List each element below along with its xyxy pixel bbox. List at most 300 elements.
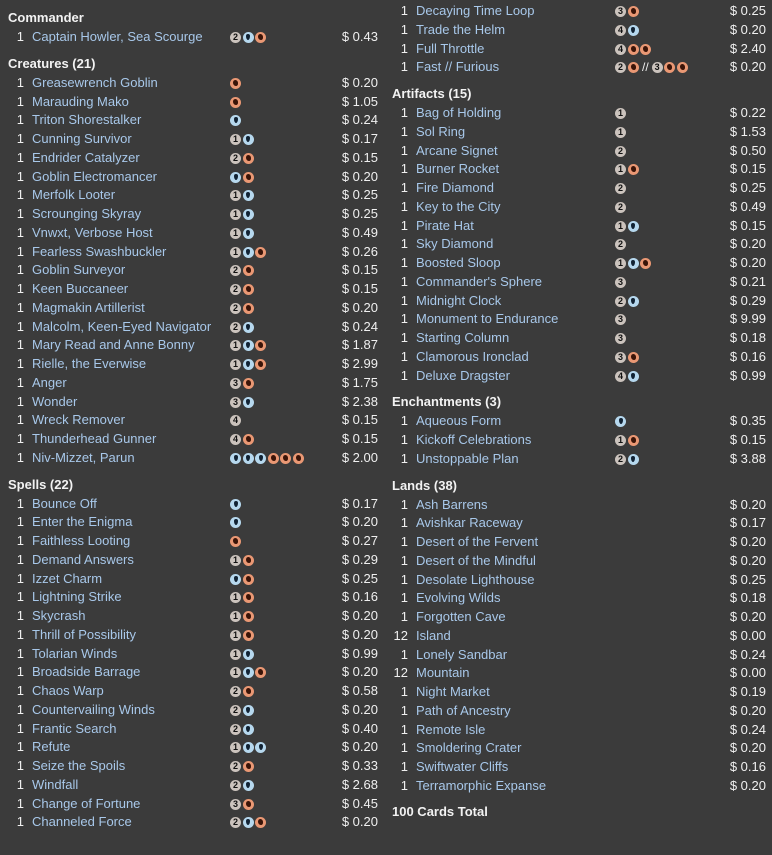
card-quantity: 1	[16, 168, 24, 184]
generic-mana-icon: 1	[230, 190, 241, 201]
card-price: $ 0.49	[341, 224, 378, 240]
generic-mana-icon: 1	[230, 209, 241, 220]
card-row	[0, 588, 384, 607]
card-name-link[interactable]: Trade the Helm	[416, 21, 506, 37]
generic-mana-icon: 1	[615, 164, 626, 175]
mana-cost	[230, 396, 255, 409]
generic-mana-icon: 1	[615, 435, 626, 446]
mana-cost	[230, 377, 255, 390]
card-row	[384, 179, 772, 198]
blue-mana-icon	[230, 574, 241, 585]
generic-mana-icon: 4	[615, 25, 626, 36]
card-row	[384, 367, 772, 386]
card-name-link[interactable]: Kickoff Celebrations	[416, 432, 532, 447]
card-name-link[interactable]: Change of Fortune	[32, 795, 141, 811]
mana-cost	[230, 498, 243, 511]
blue-mana-icon	[243, 322, 254, 333]
card-price: $ 0.25	[729, 571, 766, 587]
mana-cost	[615, 24, 640, 37]
blue-mana-icon	[230, 115, 241, 126]
card-row	[384, 21, 772, 40]
card-name-link[interactable]: Channeled Force	[32, 814, 132, 830]
card-quantity: 1	[400, 236, 408, 252]
card-price: $ 0.15	[729, 217, 766, 233]
card-price: $ 0.16	[341, 589, 378, 605]
card-name-link[interactable]: Full Throttle	[416, 40, 485, 56]
generic-mana-icon: 2	[230, 32, 241, 43]
card-name-link[interactable]: Fire Diamond	[416, 180, 495, 195]
red-mana-icon	[243, 434, 254, 445]
generic-mana-icon: 2	[230, 303, 241, 314]
generic-mana-icon: 1	[615, 127, 626, 138]
card-price: $ 0.20	[729, 740, 766, 756]
card-price: $ 0.20	[729, 255, 766, 270]
card-name-link[interactable]: Thunderhead Gunner	[32, 431, 157, 446]
card-row	[0, 430, 384, 449]
card-name-link[interactable]: Captain Howler, Sea Scourge	[32, 29, 203, 44]
mana-cost	[615, 276, 628, 289]
red-mana-icon	[243, 630, 254, 641]
card-name-link[interactable]: Bounce Off	[32, 495, 97, 511]
card-price: $ 0.43	[341, 29, 378, 44]
red-mana-icon	[677, 62, 688, 73]
card-name-link[interactable]: Demand Answers	[32, 551, 134, 567]
card-row	[0, 205, 384, 224]
card-name-link[interactable]: Vnwxt, Verbose Host	[32, 224, 153, 240]
generic-mana-icon: 1	[230, 555, 241, 566]
card-row	[0, 738, 384, 757]
card-quantity: 1	[16, 776, 24, 792]
mana-cost	[230, 227, 255, 240]
card-price: $ 0.18	[729, 590, 766, 606]
mana-cost	[615, 313, 628, 326]
card-row	[0, 513, 384, 532]
card-name-link[interactable]: Desert of the Mindful	[416, 552, 536, 568]
card-quantity: 1	[400, 552, 408, 568]
card-name-link[interactable]: Goblin Electromancer	[32, 168, 157, 184]
card-price: $ 0.33	[341, 758, 378, 773]
card-name-link[interactable]: Malcolm, Keen-Eyed Navigator	[32, 318, 212, 334]
card-quantity: 1	[16, 187, 24, 203]
generic-mana-icon: 2	[230, 705, 241, 716]
card-name-link[interactable]: Remote Isle	[416, 721, 486, 737]
card-price: $ 0.40	[341, 720, 378, 736]
mana-cost	[230, 246, 268, 259]
blue-mana-icon	[628, 258, 639, 269]
card-name-link[interactable]: Sky Diamond	[416, 236, 494, 252]
card-price: $ 0.20	[341, 299, 378, 315]
card-name-link[interactable]: Night Market	[416, 684, 490, 699]
blue-mana-icon	[230, 172, 241, 183]
card-row	[0, 318, 384, 337]
card-quantity: 1	[16, 683, 24, 698]
mana-cost	[230, 264, 255, 277]
card-name-link[interactable]: Frantic Search	[32, 720, 117, 736]
card-price: $ 0.25	[729, 180, 766, 195]
card-row	[0, 795, 384, 814]
red-mana-icon	[243, 378, 254, 389]
left-column	[0, 0, 384, 832]
card-price: $ 0.24	[341, 318, 378, 334]
card-quantity: 1	[16, 206, 24, 221]
card-name-link[interactable]: Aqueous Form	[416, 413, 502, 429]
card-name-link[interactable]: Commander's Sphere	[416, 273, 543, 289]
mana-cost	[230, 685, 255, 698]
card-row	[384, 683, 772, 702]
card-name-link[interactable]: Key to the City	[416, 198, 501, 214]
card-price: $ 0.24	[729, 646, 766, 662]
card-name-link[interactable]: Decaying Time Loop	[416, 3, 535, 18]
blue-mana-icon	[243, 209, 254, 220]
generic-mana-icon: 2	[230, 761, 241, 772]
card-price: $ 0.58	[341, 683, 378, 698]
card-price: $ 0.16	[729, 348, 766, 364]
card-name-link[interactable]: Lightning Strike	[32, 589, 122, 605]
card-name-link[interactable]: Desert of the Fervent	[416, 534, 539, 549]
card-price: $ 0.99	[729, 367, 766, 383]
card-row	[384, 608, 772, 627]
card-quantity: 1	[400, 255, 408, 270]
card-name-link[interactable]: Scrounging Skyray	[32, 206, 142, 221]
card-price: $ 0.20	[341, 814, 378, 830]
red-mana-icon	[628, 62, 639, 73]
card-price: $ 0.22	[729, 105, 766, 120]
red-mana-icon	[230, 78, 241, 89]
card-row	[384, 739, 772, 758]
card-name-link[interactable]: Swiftwater Cliffs	[416, 759, 509, 774]
card-quantity: 1	[400, 105, 408, 120]
blue-mana-icon	[615, 416, 626, 427]
card-row	[384, 777, 772, 796]
card-price: $ 0.19	[729, 684, 766, 699]
blue-mana-icon	[243, 817, 254, 828]
card-name-link[interactable]: Starting Column	[416, 330, 510, 345]
card-row	[0, 411, 384, 430]
card-quantity: 1	[16, 149, 24, 165]
red-mana-icon	[255, 247, 266, 258]
card-name-link[interactable]: Izzet Charm	[32, 570, 103, 586]
blue-mana-icon	[230, 453, 241, 464]
card-row	[384, 450, 772, 469]
card-name-link[interactable]: Seize the Spoils	[32, 758, 126, 773]
card-quantity: 1	[16, 93, 24, 109]
card-row	[0, 449, 384, 468]
card-price: $ 0.15	[729, 432, 766, 447]
card-price: $ 0.35	[729, 413, 766, 429]
card-name-link[interactable]: Enter the Enigma	[32, 514, 133, 530]
card-quantity: 1	[16, 551, 24, 567]
blue-mana-icon	[243, 649, 254, 660]
card-row	[384, 160, 772, 179]
card-name-link[interactable]: Endrider Catalyzer	[32, 149, 140, 165]
card-name-link[interactable]: Boosted Sloop	[416, 255, 501, 270]
card-name-link[interactable]: Sol Ring	[416, 123, 466, 139]
section-spells-continued	[384, 0, 772, 77]
mana-cost	[230, 723, 255, 736]
generic-mana-icon: 2	[230, 780, 241, 791]
card-row	[384, 514, 772, 533]
mana-cost	[230, 358, 268, 371]
card-row	[0, 776, 384, 795]
card-name-link[interactable]: Desolate Lighthouse	[416, 571, 535, 587]
card-name-link[interactable]: Terramorphic Expanse	[416, 777, 547, 793]
card-name-link[interactable]: Cunning Survivor	[32, 131, 132, 146]
mana-cost	[615, 61, 689, 74]
section-creatures	[0, 55, 384, 468]
card-name-link[interactable]: Refute	[32, 739, 71, 755]
blue-mana-icon	[243, 724, 254, 735]
blue-mana-icon	[243, 453, 254, 464]
card-quantity: 1	[400, 777, 408, 793]
card-name-link[interactable]: Evolving Wilds	[416, 590, 501, 606]
card-name-link[interactable]: Tolarian Winds	[32, 645, 118, 661]
card-row	[384, 627, 772, 646]
blue-mana-icon	[243, 667, 254, 678]
card-price: $ 0.20	[341, 168, 378, 184]
card-row	[384, 58, 772, 77]
card-row	[0, 111, 384, 130]
blue-mana-icon	[628, 296, 639, 307]
card-quantity: 1	[16, 758, 24, 773]
card-quantity: 1	[16, 281, 24, 296]
card-name-link[interactable]: Bag of Holding	[416, 105, 502, 120]
card-name-link[interactable]: Pirate Hat	[416, 217, 474, 233]
section-lands	[384, 477, 772, 796]
card-name-link[interactable]: Magmakin Artillerist	[32, 299, 145, 315]
card-row	[0, 645, 384, 664]
card-quantity: 1	[400, 217, 408, 233]
card-quantity: 1	[16, 374, 24, 390]
red-mana-icon	[243, 686, 254, 697]
card-name-link[interactable]: Forgotten Cave	[416, 609, 506, 624]
card-price: $ 9.99	[729, 311, 766, 327]
mana-cost	[230, 321, 255, 334]
card-row	[0, 186, 384, 205]
card-row	[0, 224, 384, 243]
generic-mana-icon: 2	[615, 239, 626, 250]
card-quantity: 1	[400, 348, 408, 364]
card-quantity: 1	[16, 74, 24, 90]
card-quantity: 1	[16, 814, 24, 830]
card-name-link[interactable]: Skycrash	[32, 608, 86, 623]
card-row	[384, 702, 772, 721]
card-name-link[interactable]: Mary Read and Anne Bonny	[32, 337, 195, 353]
card-name-link[interactable]: Broadside Barrage	[32, 664, 141, 680]
card-quantity: 1	[16, 131, 24, 146]
mana-cost	[615, 257, 653, 270]
generic-mana-icon: 2	[230, 322, 241, 333]
mana-cost	[615, 163, 640, 176]
red-mana-icon	[230, 536, 241, 547]
card-name-link[interactable]: Keen Buccaneer	[32, 281, 129, 296]
card-quantity: 1	[400, 702, 408, 718]
card-price: $ 0.20	[729, 552, 766, 568]
card-name-link[interactable]: Wreck Remover	[32, 412, 125, 428]
card-price: $ 0.20	[341, 608, 378, 623]
card-price: $ 0.20	[729, 236, 766, 252]
card-name-link[interactable]: Unstoppable Plan	[416, 450, 519, 466]
card-price: $ 2.00	[341, 449, 378, 465]
generic-mana-icon: 3	[615, 277, 626, 288]
card-price: $ 0.25	[729, 3, 766, 18]
card-name-link[interactable]: Rielle, the Everwise	[32, 356, 147, 371]
card-price: $ 0.29	[729, 292, 766, 308]
card-name-link[interactable]: Clamorous Ironclad	[416, 348, 529, 364]
card-price: $ 0.20	[729, 702, 766, 718]
generic-mana-icon: 1	[230, 592, 241, 603]
card-row	[0, 570, 384, 589]
card-quantity: 1	[400, 3, 408, 18]
card-name-link[interactable]: Anger	[32, 374, 67, 390]
card-price: $ 0.20	[729, 609, 766, 624]
generic-mana-icon: 3	[230, 799, 241, 810]
mana-cost	[230, 114, 243, 127]
card-name-link[interactable]: Mountain	[416, 665, 470, 681]
card-quantity: 1	[400, 646, 408, 662]
card-name-link[interactable]: Goblin Surveyor	[32, 262, 126, 278]
card-quantity: 1	[400, 59, 408, 75]
generic-mana-icon: 3	[615, 314, 626, 325]
card-name-link[interactable]: Arcane Signet	[416, 142, 498, 158]
card-row	[384, 292, 772, 311]
card-name-link[interactable]: Marauding Mako	[32, 93, 129, 109]
card-price: $ 0.21	[729, 273, 766, 289]
mana-cost	[230, 96, 243, 109]
card-name-link[interactable]: Triton Shorestalker	[32, 112, 142, 128]
card-name-link[interactable]: Island	[416, 627, 451, 643]
card-row	[384, 310, 772, 329]
card-name-link[interactable]: Burner Rocket	[416, 161, 500, 177]
red-mana-icon	[243, 555, 254, 566]
card-quantity: 1	[16, 533, 24, 548]
card-quantity: 1	[16, 299, 24, 315]
card-row	[0, 813, 384, 832]
card-price: $ 1.05	[341, 93, 378, 109]
blue-mana-icon	[243, 742, 254, 753]
card-price: $ 0.29	[341, 551, 378, 567]
red-mana-icon	[640, 44, 651, 55]
red-mana-icon	[243, 574, 254, 585]
card-price: $ 0.20	[729, 534, 766, 549]
generic-mana-icon: 2	[615, 454, 626, 465]
card-name-link[interactable]: Windfall	[32, 776, 79, 792]
red-mana-icon	[255, 817, 266, 828]
card-name-link[interactable]: Fast // Furious	[416, 59, 500, 75]
card-name-link[interactable]: Wonder	[32, 393, 78, 409]
card-name-link[interactable]: Countervailing Winds	[32, 701, 155, 717]
mana-cost	[230, 339, 268, 352]
card-row	[384, 40, 772, 59]
card-row	[0, 280, 384, 299]
mana-cost	[230, 798, 255, 811]
mana-cost	[230, 133, 255, 146]
card-name-link[interactable]: Niv-Mizzet, Parun	[32, 449, 135, 465]
card-row	[0, 336, 384, 355]
card-name-link[interactable]: Fearless Swashbuckler	[32, 243, 167, 259]
red-mana-icon	[628, 6, 639, 17]
card-row	[0, 720, 384, 739]
card-quantity: 1	[16, 701, 24, 717]
card-price: $ 0.25	[341, 206, 378, 221]
card-row	[384, 496, 772, 515]
card-name-link[interactable]: Avishkar Raceway	[416, 515, 523, 531]
generic-mana-icon: 2	[230, 265, 241, 276]
red-mana-icon	[243, 799, 254, 810]
card-quantity: 1	[16, 608, 24, 623]
card-price: $ 0.16	[729, 759, 766, 774]
card-price: $ 0.25	[341, 570, 378, 586]
card-row	[384, 329, 772, 348]
mana-cost	[230, 77, 243, 90]
generic-mana-icon: 2	[615, 146, 626, 157]
card-name-link[interactable]: Deluxe Dragster	[416, 367, 510, 383]
card-row	[384, 348, 772, 367]
mana-cost	[615, 126, 628, 139]
card-name-link[interactable]: Ash Barrens	[416, 496, 488, 512]
section-commander	[0, 9, 384, 47]
card-row	[0, 757, 384, 776]
mana-cost	[615, 434, 640, 447]
generic-mana-icon: 2	[230, 284, 241, 295]
mana-cost	[615, 5, 640, 18]
generic-mana-icon: 1	[230, 649, 241, 660]
red-mana-icon	[280, 453, 291, 464]
generic-mana-icon: 1	[230, 340, 241, 351]
card-quantity: 1	[400, 432, 408, 447]
card-price: $ 0.15	[341, 431, 378, 446]
card-name-link[interactable]: Path of Ancestry	[416, 702, 511, 718]
generic-mana-icon: 1	[615, 221, 626, 232]
mana-cost	[230, 302, 255, 315]
card-quantity: 1	[400, 40, 408, 56]
card-price: $ 0.15	[341, 149, 378, 165]
card-name-link[interactable]: Faithless Looting	[32, 533, 131, 548]
generic-mana-icon: 3	[615, 6, 626, 17]
card-name-link[interactable]: Greasewrench Goblin	[32, 74, 158, 90]
card-name-link[interactable]: Smoldering Crater	[416, 740, 522, 756]
mana-cost	[230, 516, 243, 529]
card-quantity: 1	[400, 740, 408, 756]
blue-mana-icon	[243, 359, 254, 370]
card-quantity: 1	[16, 645, 24, 661]
card-name-link[interactable]: Thrill of Possibility	[32, 626, 137, 642]
card-price: $ 3.88	[729, 450, 766, 466]
card-name-link[interactable]: Chaos Warp	[32, 683, 104, 698]
card-row	[0, 355, 384, 374]
card-name-link[interactable]: Lonely Sandbar	[416, 646, 508, 662]
card-name-link[interactable]: Merfolk Looter	[32, 187, 116, 203]
card-name-link[interactable]: Monument to Endurance	[416, 311, 559, 327]
card-row	[384, 104, 772, 123]
card-quantity: 12	[393, 627, 408, 643]
card-row	[384, 217, 772, 236]
blue-mana-icon	[243, 340, 254, 351]
generic-mana-icon: 1	[230, 228, 241, 239]
mana-cost	[615, 220, 640, 233]
card-row	[384, 721, 772, 740]
card-name-link[interactable]: Midnight Clock	[416, 292, 502, 308]
card-row	[0, 532, 384, 551]
generic-mana-icon: 3	[230, 378, 241, 389]
card-price: $ 0.17	[341, 495, 378, 511]
mana-cost	[615, 43, 653, 56]
section-title-artifacts: Artifacts (15)	[392, 86, 472, 101]
generic-mana-icon: 1	[230, 247, 241, 258]
card-row	[384, 533, 772, 552]
mana-cost	[615, 351, 640, 364]
card-row	[384, 273, 772, 292]
generic-mana-icon: 1	[230, 742, 241, 753]
